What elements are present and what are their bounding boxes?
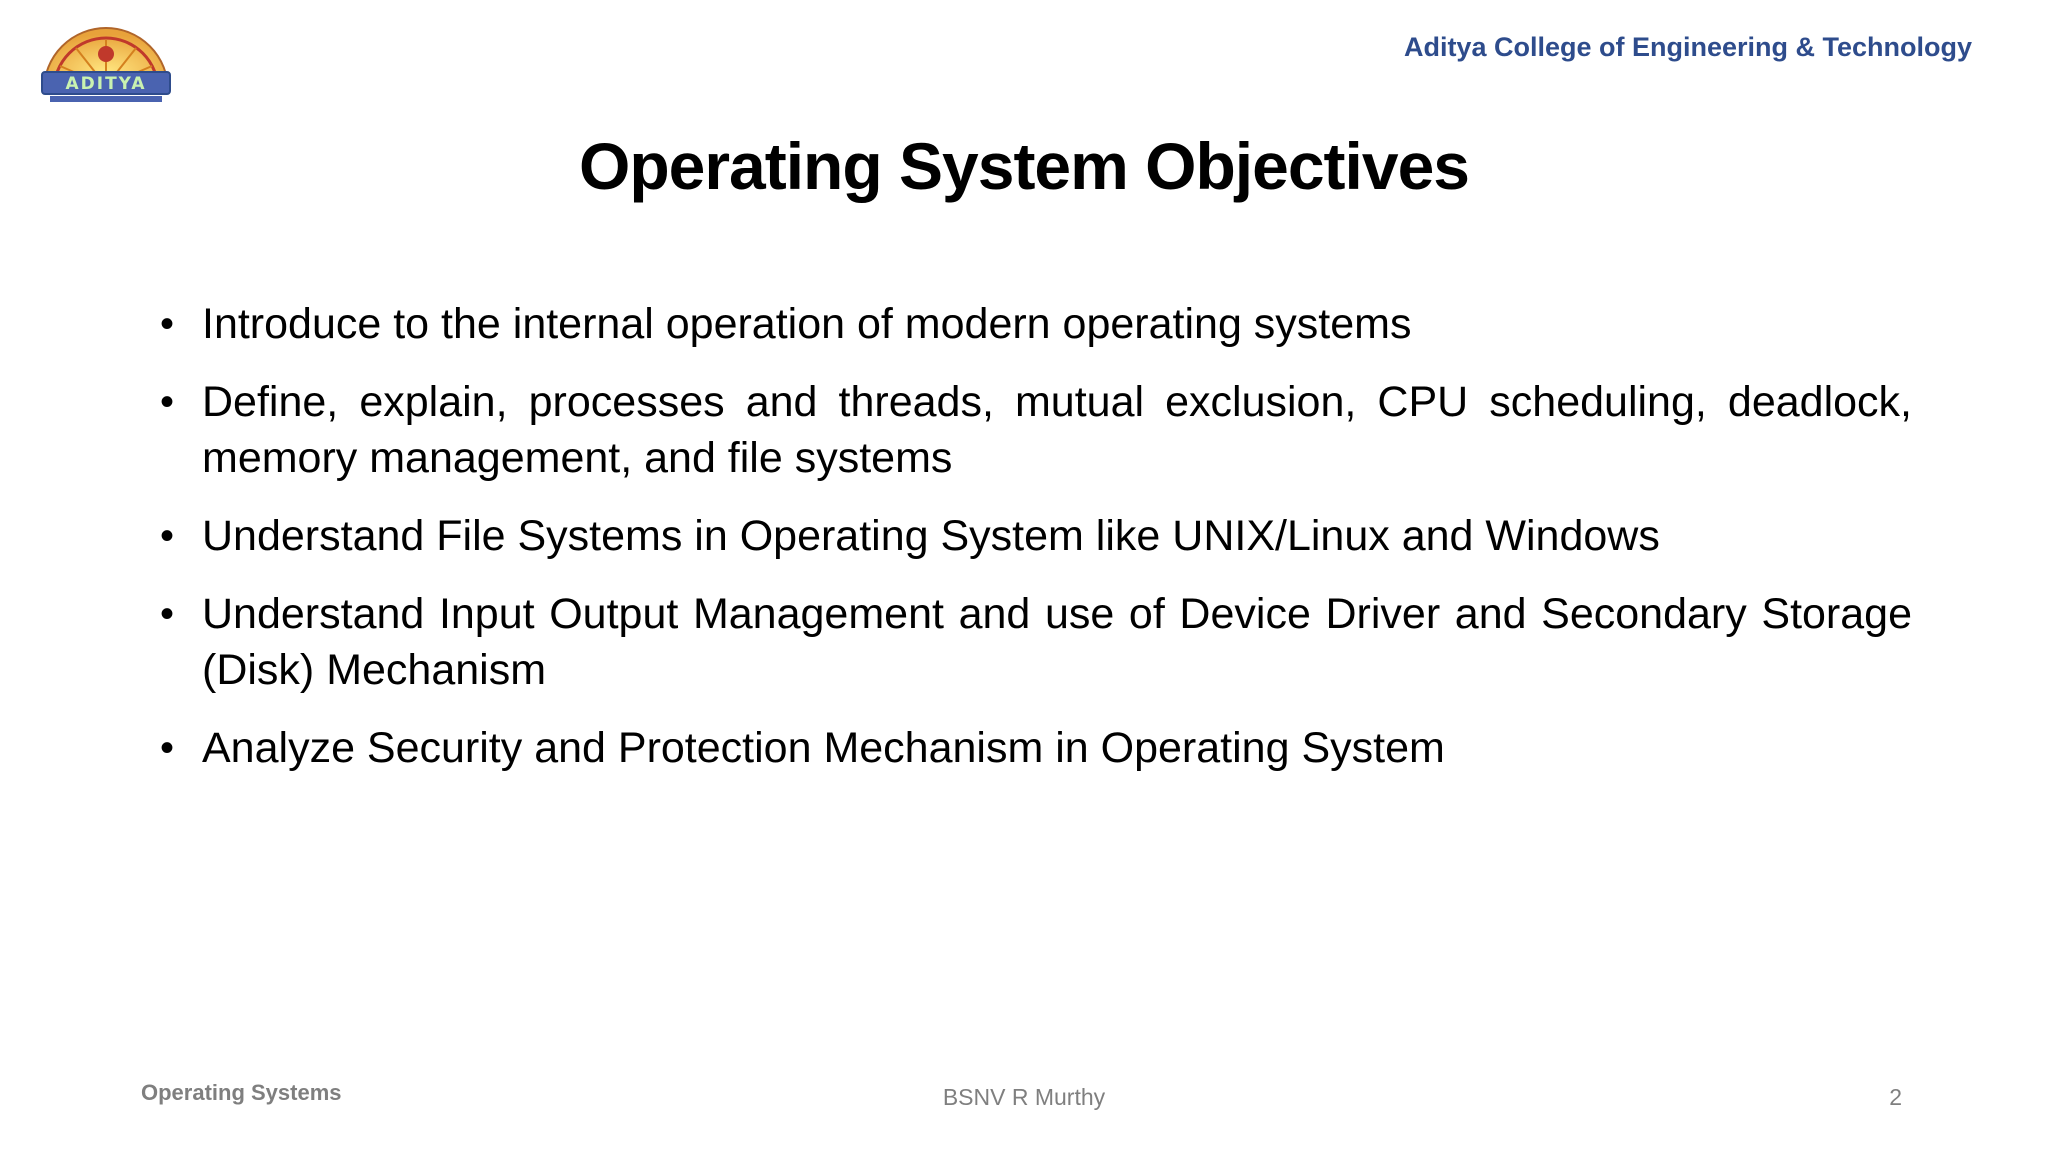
bullet-item — [160, 296, 1912, 352]
bullet-item — [160, 508, 1912, 564]
bullet-dot-icon: • — [160, 726, 175, 770]
footer-author: BSNV R Murthy — [942, 1084, 1106, 1110]
bullet-text: Understand File Systems in Operating System like UNIX/Linux and Windows — [202, 512, 1660, 560]
logo-text: ADITYA — [65, 74, 147, 94]
bullet-item — [160, 720, 1912, 776]
bullet-dot-icon: • — [160, 302, 175, 346]
footer-page-number: 2 — [1889, 1084, 1902, 1110]
bullet-dot-icon: • — [160, 380, 175, 424]
bullet-dot-icon: • — [160, 514, 175, 558]
bullet-text: Introduce to the internal operation of modern operating systems — [202, 300, 1412, 348]
bullet-list — [160, 296, 1912, 798]
college-name: Aditya College of Engineering & Technology — [1403, 32, 1972, 62]
bullet-text: Understand Input Output Management and use of Device Driver and Secondary Storage (Disk) Mechanism — [202, 590, 1912, 694]
bullet-dot-icon: • — [160, 592, 175, 636]
bullet-text: Analyze Security and Protection Mechanism in Operating System — [202, 724, 1445, 772]
bullet-item — [160, 586, 1912, 698]
footer-subject: Operating Systems — [141, 1080, 342, 1105]
slide-title: Operating System Objectives — [578, 129, 1469, 203]
bullet-text: Define, explain, processes and threads, mutual exclusion, CPU scheduling, deadlock, memory management, and file systems — [202, 378, 1912, 482]
bullet-item — [160, 374, 1912, 486]
college-logo — [36, 20, 176, 104]
